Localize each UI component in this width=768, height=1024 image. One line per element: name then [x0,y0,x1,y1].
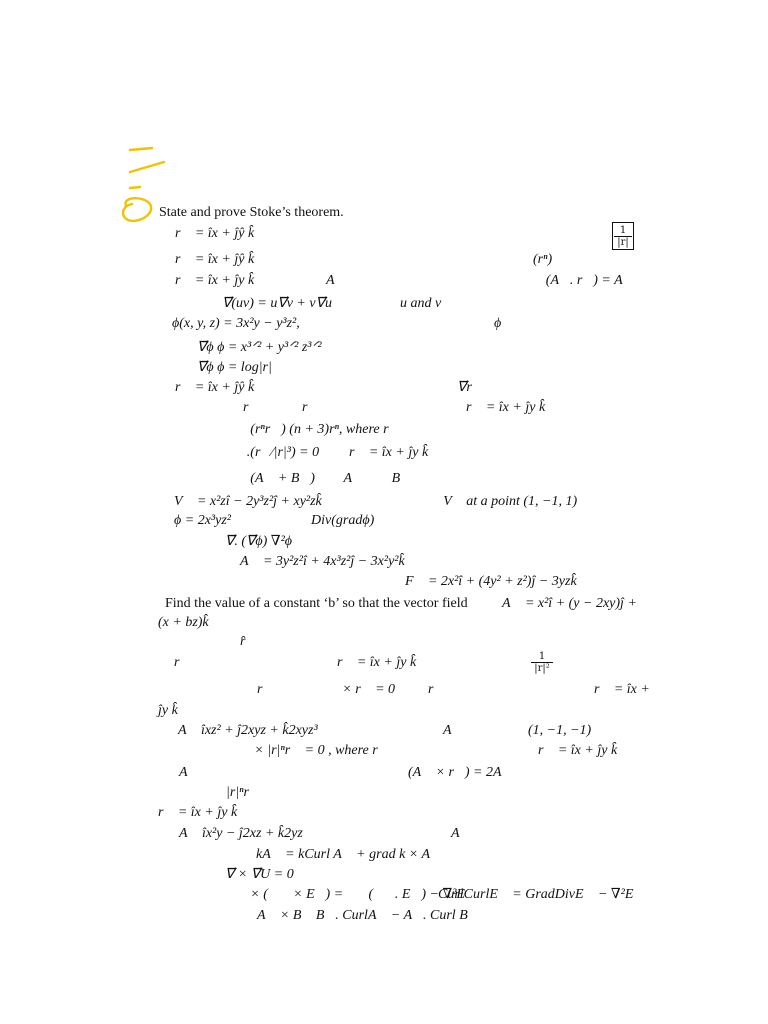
expr-laplacian-phi: ∇⃗. (∇⃗ϕ) ∇²ϕ [225,534,293,549]
expr-position-vector: r⃗ = îx + ĵy k̂ [175,273,255,288]
expr-curl-rn-r: ∇⃗ × |r|ⁿr⃗ = 0 , where r⃗ [229,743,389,758]
expr-div-v-at-point: ∇⃗ V⃗ at a point (1, −1, 1) [418,494,578,509]
fraction-numerator: 1 [531,651,553,663]
expr-grad-uv: ∇⃗(uv) = u∇⃗v + v∇⃗u [222,296,332,311]
expr-vector-a: A⃗ [326,273,346,288]
expr-div-r-over-r3: ∇⃗.(r⃗⁄|r|³) = 0 [225,445,320,460]
expr-position-vector-end: ĵy k̂ [158,703,178,718]
expr-curl-r-zero: ∇⃗ × r⃗ = 0 [317,682,396,697]
expr-phi-2x3yz2: ϕ = 2x³yz² [174,513,231,528]
expr-vector-r: r⃗ [257,682,274,697]
expr-point-1-m1-m1: (1, −1, −1) [528,723,592,738]
marker-stroke-1 [130,148,152,150]
fraction-one-over-r-squared [531,651,553,674]
expr-vector-a: A⃗ [451,826,471,841]
expr-curl-grad-u: ∇⃗ × ∇⃗U = 0 [225,867,294,882]
marker-stroke-3 [130,187,140,188]
expr-grad-phi-log: ∇⃗ϕ ϕ = log|r| [197,360,272,375]
expr-x-plus-bz: (x + bz)k̂ [158,615,209,630]
question-stokes-theorem: State and prove Stoke’s theorem. [159,205,344,220]
expr-grad-a-dot-r: ∇⃗(A⃗. r⃗) = A⃗ [524,273,634,288]
expr-vector-a-field: A⃗ = 3y²z²î + 4x³z²ĵ − 3x²y²k̂ [240,554,405,569]
expr-position-vector: r⃗ = îx + ĵŷ k̂ [175,226,255,241]
expr-vector-f-field: F⃗ = 2x²î + (4y² + z²)ĵ − 3yzk̂ [405,574,577,589]
expr-vector-r: r⃗ [174,655,191,670]
expr-div-rn-r: ∇⃗ (rⁿr⃗) (n + 3)rⁿ, where r⃗ [225,422,400,437]
expr-vector-r: r⃗ [428,682,445,697]
expr-position-vector-start: r⃗ = îx + [594,682,650,697]
fraction-denominator: |r|² [534,663,550,674]
expr-position-vector: r⃗ = îx + ĵŷ k̂ [175,252,255,267]
expr-vector-a: A⃗ [179,765,199,780]
expr-a-cross-r: (A⃗ × r⃗) = 2A⃗ [408,765,513,780]
marker-circle [123,198,151,221]
expr-r-power-n: (rⁿ) [533,252,553,267]
expr-position-vector: r⃗ = îx + ĵy k̂ [337,655,417,670]
expr-phi-function: ϕ(x, y, z) = 3x²y − y³z², [172,316,300,331]
expr-vector-v: V⃗ = x²zî − 2y³z²ĵ + xy²zk̂ [174,494,322,509]
expr-curlcurl-graddiv: CurlCurlE⃗ = GradDivE⃗ − ∇²E⃗ [438,887,645,902]
expr-curl-curl-e: ∇⃗ × (∇⃗ × E⃗) = ∇⃗(∇⃗. E⃗) − ∇²E⃗ [225,887,476,902]
expr-u-and-v: u and v [400,296,442,311]
expr-grad-phi-powers: ∇⃗ϕ ϕ = x³ᐟ² + y³ᐟ² z³ᐟ² [197,340,322,355]
expr-rn-r: |r|ⁿr⃗ [226,785,260,800]
expr-a-cross-b: A⃗ × B⃗ B⃗. CurlA⃗ − A⃗. Curl B⃗ [257,908,479,923]
fraction-numerator: 1 [614,225,632,237]
fraction-one-over-r [614,225,632,248]
expr-position-vector: r⃗ = îx + ĵy k̂ [349,445,429,460]
expr-vector-a-xz: A⃗ îxz² + ĵ2xyz + k̂2xyz³ [178,723,318,738]
expr-vector-a: A⃗ [443,723,463,738]
expr-vector-r: r⃗ [302,400,319,415]
expr-position-vector: r⃗ = îx + ĵy k̂ [538,743,618,758]
fraction-denominator: |r| [617,237,629,248]
expr-position-vector: r⃗ = îx + ĵy k̂ [158,805,238,820]
expr-div-grad-phi: Div(gradϕ) [311,513,375,528]
expr-grad-r: ∇⃗r [457,380,472,395]
expr-unit-r: r̂ [240,634,246,649]
expr-position-vector: r⃗ = îx + ĵŷ k̂ [175,380,255,395]
expr-k-a-curl: kA⃗ = kCurl A⃗ + grad k × A⃗ [256,847,441,862]
question-constant-b: Find the value of a constant ‘b’ so that the vector field [165,596,468,611]
expr-vector-r: r⃗ [243,400,260,415]
expr-div-a-plus-b: ∇⃗ (A⃗ + B⃗) ∇⃗ A⃗ ∇⃗ B⃗ [225,471,412,486]
expr-position-vector: r⃗ = îx + ĵy k̂ [466,400,546,415]
expr-vector-a-field-b: A⃗ = x²î + (y − 2xy)ĵ + [502,596,637,611]
expr-vector-a-x2y: A⃗ îx²y − ĵ2xz + k̂2yz [179,826,303,841]
expr-phi: ϕ [494,316,502,331]
marker-stroke-2 [130,162,164,172]
